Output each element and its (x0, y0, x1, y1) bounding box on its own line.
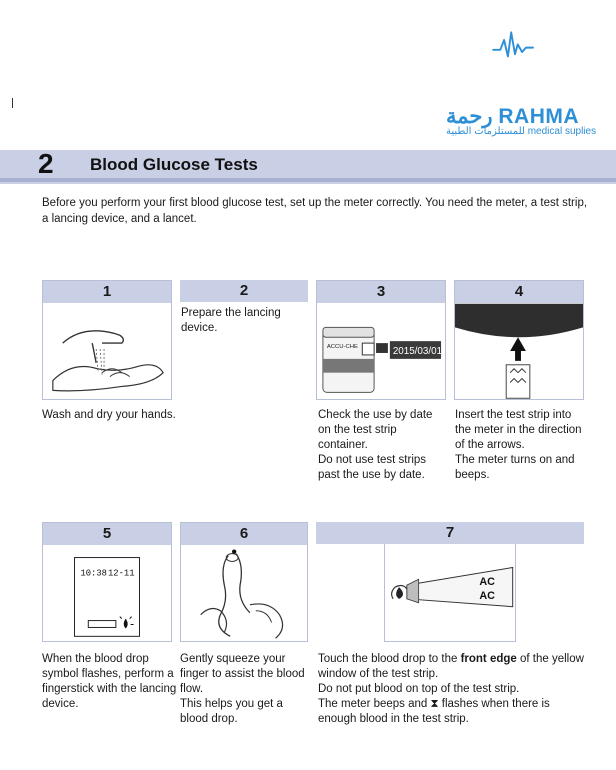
hand-washing-illustration (43, 303, 171, 399)
meter-display-illustration (43, 545, 171, 641)
insert-arrow-icon (510, 337, 526, 361)
step-7-illustration-frame (384, 544, 516, 642)
step-3-text (318, 408, 448, 483)
step-1-text (42, 408, 177, 423)
step-6-number: 6 (181, 523, 307, 545)
step-4-line-1: Insert the test strip into the meter in the direction of the arrows. (455, 409, 582, 451)
step-6-line-1: Gently squeeze your finger to assist the blood flow. (180, 653, 305, 695)
step-7-line-1-bold: front edge (460, 653, 517, 665)
display-time: 10:38 (80, 568, 108, 579)
step-2-panel (180, 280, 308, 302)
logo-arabic-name: رحمة (446, 105, 493, 128)
step-4-text (455, 408, 590, 483)
step-2-number: 2 (180, 280, 308, 302)
step-7-line-3: The meter beeps and ⧗ flashes when there is enough blood in the test strip. (318, 698, 550, 725)
step-7-line-1-pre: Touch the blood drop to the (318, 653, 461, 665)
step-7-line-1 (318, 652, 590, 682)
step-3-panel (316, 280, 446, 400)
section-intro: Before you perform your first blood glucose test, set up the meter correctly. You need the meter, a test strip, a lancing device, and a lancet. (42, 197, 588, 225)
step-1-number: 1 (43, 281, 171, 303)
step-4-line-2: The meter turns on and beeps. (455, 454, 575, 481)
step-7-line-2: Do not put blood on top of the test strip. (318, 683, 520, 695)
step-1-panel (42, 280, 172, 400)
heartbeat-wave-icon (440, 28, 590, 88)
margin-mark (12, 98, 13, 108)
step-4-number: 4 (455, 281, 583, 303)
step-2-line-1: Prepare the lancing device. (181, 307, 281, 334)
logo-latin-name: RAHMA (498, 105, 580, 128)
section-number: 2 (38, 148, 54, 179)
step-5-panel (42, 522, 172, 642)
step-3-line-2: Do not use test strips past the use by date. (318, 454, 427, 481)
use-by-date-label: 2015/03/01 (392, 345, 443, 357)
logo-tagline-latin: medical suplies (527, 126, 597, 137)
test-strip-container-illustration (317, 303, 445, 399)
section-header-rule (0, 178, 616, 182)
step-1-line-1: Wash and dry your hands. (42, 409, 176, 421)
display-date: 12-11 (107, 568, 135, 579)
step-6-line-2: This helps you get a blood drop. (180, 698, 283, 725)
strip-label-2: AC (479, 589, 495, 602)
logo-tagline-arabic: للمستلزمات الطبية (446, 126, 525, 137)
logo-tagline (446, 126, 596, 137)
finger-squeeze-illustration (181, 545, 307, 641)
step-4-panel (454, 280, 584, 400)
step-3-line-1: Check the use by date on the test strip container. (318, 409, 433, 451)
strip-label-1: AC (479, 576, 495, 589)
meter-insert-strip-illustration (455, 303, 583, 399)
step-6-text (180, 652, 312, 727)
step-7-number: 7 (316, 522, 584, 544)
blood-drop-icon (232, 549, 236, 553)
step-5-number: 5 (43, 523, 171, 545)
blood-drop-icon (396, 587, 403, 599)
section-title: Blood Glucose Tests (90, 155, 258, 174)
step-5-text (42, 652, 177, 712)
step-2-text (181, 306, 301, 336)
step-7-panel (316, 522, 584, 544)
container-brand-label: ACCU-CHE (326, 344, 358, 351)
step-5-line-1: When the blood drop symbol flashes, perform a fingerstick with the lancing device. (42, 653, 177, 710)
test-strip-blood-illustration (385, 544, 515, 640)
step-7-line-1-post: of the yellow window of the test strip. (318, 653, 584, 680)
step-6-panel (180, 522, 308, 642)
step-7-text (318, 652, 590, 727)
step-3-number: 3 (317, 281, 445, 303)
